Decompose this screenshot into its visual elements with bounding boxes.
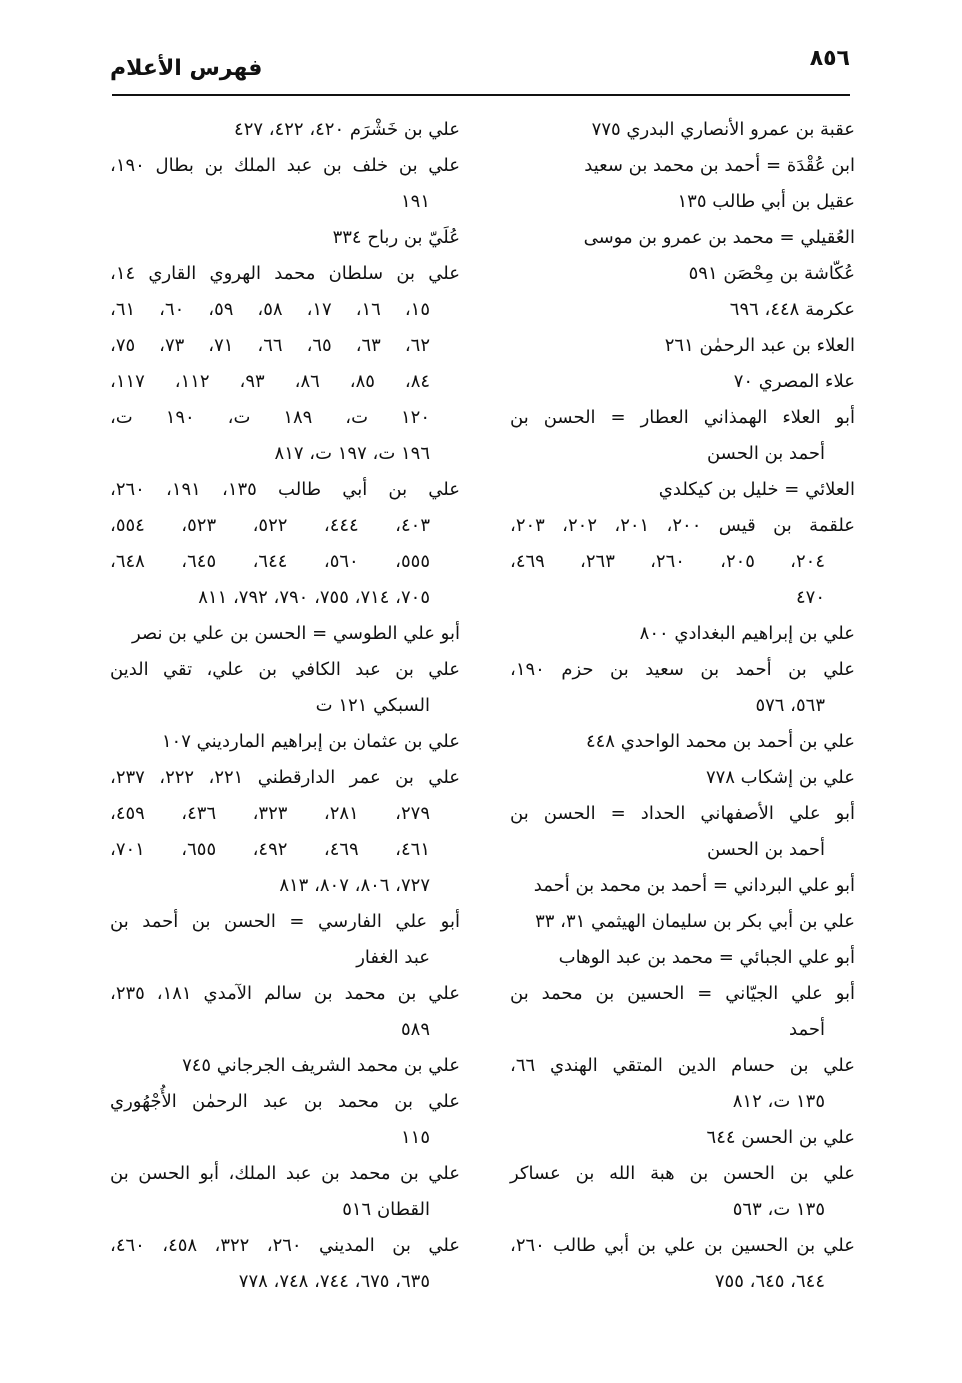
index-entry [510, 184, 855, 220]
index-entry [110, 760, 460, 904]
index-entry [110, 1228, 460, 1300]
index-entry-heading-line: علي بن حسام الدين المتقي الهندي ٦٦، [510, 1055, 855, 1076]
index-entry [510, 616, 855, 652]
index-entry-heading-line: علي بن الحسن ٦٤٤ [706, 1127, 855, 1148]
index-entry [110, 1084, 460, 1156]
index-entry [510, 940, 855, 976]
index-entry-heading-line: أبو علي الجبائي = محمد بن عبد الوهاب [558, 947, 855, 968]
index-entry [510, 148, 855, 184]
index-entry-heading-line: عقيل بن أبي طالب ١٣٥ [677, 191, 855, 212]
index-entry-continuation-line: ٥٥٥، ٥٦٠، ٦٤٤، ٦٤٥، ٦٤٨، [110, 551, 431, 572]
index-entry [510, 1120, 855, 1156]
index-entry-heading-line: العلائي = خليل بن كيكلدي [658, 479, 855, 500]
index-entry [110, 148, 460, 220]
index-entry-heading-line: علي بن سلطان محمد الهروي القاري ١٤، [110, 263, 460, 284]
index-entry-heading-line: علي بن عمر الدارقطني ٢٢١، ٢٢٢، ٢٣٧، [110, 767, 461, 788]
index-entry-continuation-line: ٦٤٤، ٦٤٥، ٧٥٥ [714, 1271, 825, 1292]
index-entry-heading-line: عُلَيّ بن رباح ٣٣٤ [332, 227, 460, 248]
index-entry [510, 1228, 855, 1300]
index-entry-heading-line: علي بن إشكاب ٧٧٨ [705, 767, 855, 788]
index-entry [510, 1048, 855, 1120]
index-entry-heading-line: علي بن أبي بكر بن سليمان الهيثمي ٣١، ٣٣ [535, 911, 855, 932]
index-entry-heading-line: أبو علي الأصفهاني الحداد = الحسن بن [510, 803, 855, 824]
index-entry-heading-line: علي بن أبي طالب ١٣٥، ١٩١، ٢٦٠، [110, 479, 460, 500]
index-entry-continuation-line: ١٣٥ ت، ٨١٢ [732, 1091, 825, 1112]
index-entry-continuation-line: ١٢٠ ت، ١٨٩ ت، ١٩٠ ت، [110, 407, 430, 428]
index-entry [110, 1156, 460, 1228]
index-entry [510, 508, 855, 616]
index-entry [510, 976, 855, 1048]
index-entry-continuation-line: ١٩١ [400, 191, 430, 212]
index-entry-heading-line: عُكّاشة بن مِحْصَن ٥٩١ [688, 263, 855, 284]
index-entry [110, 976, 460, 1048]
index-entry [110, 1048, 460, 1084]
index-entry [110, 220, 460, 256]
index-entry-heading-line: علي بن المديني ٢٦٠، ٣٢٢، ٤٥٨، ٤٦٠، [110, 1235, 461, 1256]
index-entry-continuation-line: ١١٥ [400, 1127, 430, 1148]
header-rule [112, 94, 850, 96]
index-entry [110, 256, 460, 472]
index-entry-heading-line: علي بن عثمان بن إبراهيم المارديني ١٠٧ [161, 731, 460, 752]
index-entry [110, 652, 460, 724]
index-entry [510, 256, 855, 292]
index-entry [510, 364, 855, 400]
index-entry-continuation-line: أحمد بن الحسن [706, 443, 825, 464]
page-number: ٨٥٦ [809, 46, 850, 71]
index-entry-heading-line: علي بن محمد الشريف الجرجاني ٧٤٥ [182, 1055, 460, 1076]
index-entry [510, 220, 855, 256]
index-entry-continuation-line: ٤٦١، ٤٦٩، ٤٩٢، ٦٥٥، ٧٠١، [110, 839, 431, 860]
page-title: فهرس الأعلام [110, 56, 263, 81]
index-entry [510, 724, 855, 760]
index-entry-heading-line: العُقيلي = محمد بن عمرو بن موسى [583, 227, 855, 248]
index-entry-continuation-line: ٢٠٤، ٢٠٥، ٢٦٠، ٢٦٣، ٤٦٩، [510, 551, 826, 572]
index-entry-heading-line: أبو علي الفارسي = الحسن بن أحمد بن [110, 911, 460, 932]
index-entry-heading-line: علي بن محمد بن سالم الآمدي ١٨١، ٢٣٥، [110, 983, 461, 1004]
index-entry-continuation-line: ٥٦٣، ٥٧٦ [755, 695, 825, 716]
index-entry-continuation-line: ٤٠٣، ٤٤٤، ٥٢٢، ٥٢٣، ٥٥٤، [110, 515, 431, 536]
index-entry-heading-line: أبو علي البرداني = أحمد بن محمد بن أحمد [533, 875, 855, 896]
index-entry-continuation-line: ٨٤، ٨٥، ٨٦، ٩٣، ١١٢، ١١٧، [110, 371, 431, 392]
index-entry [110, 112, 460, 148]
index-entry [510, 292, 855, 328]
index-entry-heading-line: العلاء بن عبد الرحمٰن ٢٦١ [664, 335, 855, 356]
index-entry-continuation-line: ٧٠٥، ٧١٤، ٧٥٥، ٧٩٠، ٧٩٢، ٨١١ [198, 587, 430, 608]
index-entry-continuation-line: أحمد [789, 1019, 825, 1040]
index-entry [110, 724, 460, 760]
index-entry [510, 400, 855, 472]
index-entry [110, 472, 460, 616]
index-entry-heading-line: أبو العلاء الهمذاني العطار = الحسن بن [510, 407, 855, 428]
index-entry-continuation-line: ١٣٥ ت، ٥٦٣ [732, 1199, 825, 1220]
index-entry-continuation-line: ٦٣٥، ٦٧٥، ٧٤٤، ٧٤٨، ٧٧٨ [238, 1271, 430, 1292]
index-entry-heading-line: عكرمة ٤٤٨، ٦٩٦ [729, 299, 855, 320]
index-entry [510, 760, 855, 796]
index-column-left [110, 112, 460, 1300]
index-entry [510, 796, 855, 868]
index-entry [110, 616, 460, 652]
index-entry-continuation-line: ٦٢، ٦٣، ٦٥، ٦٦، ٧١، ٧٣، ٧٥، [110, 335, 430, 356]
index-entry-continuation-line: عبد الغفار [356, 947, 430, 968]
index-entry-continuation-line: ٢٧٩، ٢٨١، ٣٢٣، ٤٣٦، ٤٥٩، [110, 803, 431, 824]
index-entry-heading-line: علي بن الحسين بن علي بن أبي طالب ٢٦٠، [510, 1235, 855, 1256]
index-entry [110, 904, 460, 976]
index-column-right [510, 112, 855, 1300]
index-entry-heading-line: علاء المصري ٧٠ [733, 371, 855, 392]
index-entry-continuation-line: ٥٨٩ [400, 1019, 430, 1040]
index-entry [510, 328, 855, 364]
index-entry-heading-line: علي بن إبراهيم البغدادي ٨٠٠ [639, 623, 855, 644]
index-entry [510, 1156, 855, 1228]
index-entry-continuation-line: ٤٧٠ [795, 587, 825, 608]
index-entry-continuation-line: أحمد بن الحسن [706, 839, 825, 860]
index-entry-heading-line: علقمة بن قيس ٢٠٠، ٢٠١، ٢٠٢، ٢٠٣، [510, 515, 856, 536]
index-entry-heading-line: عقبة بن عمرو الأنصاري البدري ٧٧٥ [591, 119, 855, 140]
index-entry [510, 472, 855, 508]
index-entry [510, 868, 855, 904]
index-entry-heading-line: علي بن عبد الكافي بن علي، تقي الدين [110, 659, 460, 680]
index-entry-heading-line: علي بن خَشْرَم ٤٢٠، ٤٢٢، ٤٢٧ [234, 119, 460, 140]
index-entry [510, 112, 855, 148]
index-entry [510, 652, 855, 724]
index-entry-heading-line: علي بن خلف بن عبد الملك بن بطال ١٩٠، [110, 155, 460, 176]
index-entry-continuation-line: ١٥، ١٦، ١٧، ٥٨، ٥٩، ٦٠، ٦١، [110, 299, 430, 320]
index-entry-heading-line: علي بن أحمد بن محمد الواحدي ٤٤٨ [585, 731, 855, 752]
index-entry-continuation-line: القطان ٥١٦ [342, 1199, 430, 1220]
index-entry-heading-line: علي بن الحسن بن هبة الله بن عساكر [510, 1163, 855, 1184]
index-entry-heading-line: علي بن أحمد بن سعيد بن حزم ١٩٠، [510, 659, 855, 680]
index-entry-continuation-line: ٧٢٧، ٨٠٦، ٨٠٧، ٨١٣ [279, 875, 430, 896]
index-entry-heading-line: علي بن محمد بن عبد الرحمٰن الأُجْهُوري [110, 1091, 460, 1112]
index-entry-heading-line: أبو علي الجيّاني = الحسين بن محمد بن [510, 983, 855, 1004]
index-entry-heading-line: ابن عُقْدَة = أحمد بن محمد بن سعيد [584, 155, 855, 176]
index-entry-heading-line: أبو علي الطوسي = الحسن بن علي بن نصر [131, 623, 460, 644]
index-entry [510, 904, 855, 940]
index-entry-continuation-line: ١٩٦ ت، ١٩٧ ت، ٨١٧ [274, 443, 430, 464]
index-entry-continuation-line: السبكي ١٢١ ت [315, 695, 430, 716]
index-entry-heading-line: علي بن محمد بن عبد الملك، أبو الحسن بن [110, 1163, 460, 1184]
